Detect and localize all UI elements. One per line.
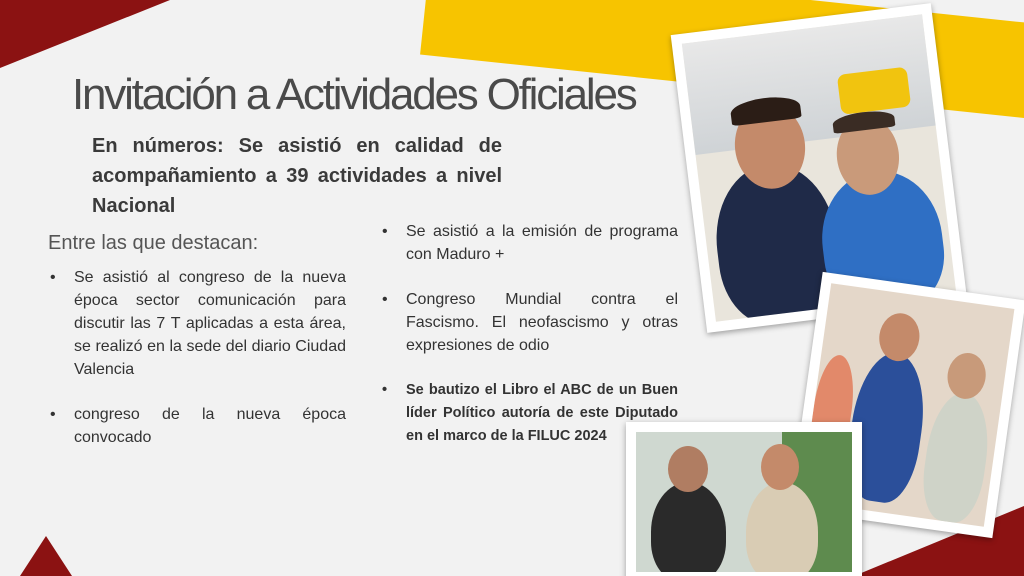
slide-title: Invitación a Actividades Oficiales (72, 70, 636, 119)
photo-selfie (671, 3, 968, 333)
section-heading: Entre las que destacan: (48, 232, 259, 254)
list-item (48, 403, 346, 449)
person-dark-suit-head (668, 446, 708, 492)
list-item (380, 220, 678, 266)
bullet-icon: • (382, 382, 388, 398)
bullet-text: Congreso Mundial contra el Fascismo. El neofascismo y otras expresiones de odio (406, 291, 678, 354)
bullet-icon: • (50, 269, 56, 286)
slide-subtitle: En números: Se asistió en calidad de acompañamiento a 39 actividades a nivel Nacional (92, 135, 502, 217)
person-dark-suit (651, 482, 726, 572)
bullet-text: Se asistió al congreso de la nueva época sector comunicación para discutir las 7 T aplicadas a esta área, se realizó en la sede del diario Ciudad Valencia (74, 269, 346, 378)
bullet-icon: • (382, 291, 388, 308)
left-bullet-list (48, 266, 346, 471)
bullet-icon: • (382, 223, 388, 240)
person-light-suit (746, 482, 818, 572)
bullet-text: Se asistió a la emisión de programa con Maduro + (406, 223, 678, 263)
person-speaker-head (945, 351, 989, 402)
list-item (48, 266, 346, 381)
person-speaker (917, 389, 995, 526)
decor-top-left-corner (0, 0, 170, 68)
bullet-text: Se bautizo el Libro el ABC de un Buen líder Político autoría de este Diputado en el marco de la FILUC 2024 (406, 382, 678, 444)
banner-shape (837, 67, 911, 115)
list-item (380, 288, 678, 357)
decor-bottom-left-triangle (20, 536, 72, 576)
photo-outdoor-meeting (626, 422, 862, 576)
person-light-suit-head (761, 444, 799, 490)
bullet-text: congreso de la nueva época convocado (74, 406, 346, 446)
bullet-icon: • (50, 406, 56, 423)
